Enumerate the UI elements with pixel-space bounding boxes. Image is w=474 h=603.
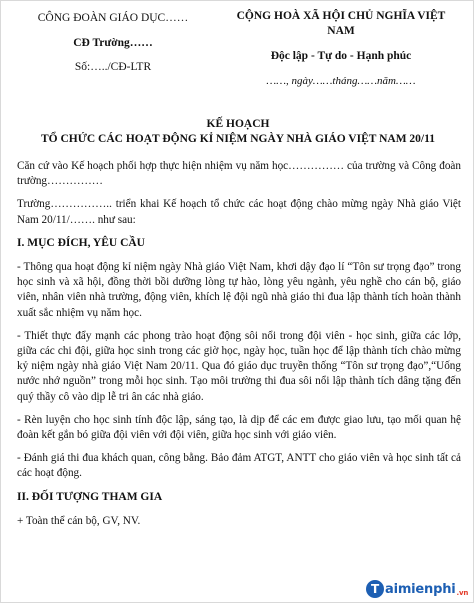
issuer-school: CĐ Trường……	[73, 37, 153, 49]
national-motto: Độc lập - Tự do - Hạnh phúc	[270, 50, 412, 62]
issuer-organization: CÔNG ĐOÀN GIÁO DỤC……	[37, 12, 189, 24]
watermark-brand: aimienphi	[385, 581, 456, 597]
paragraph-intro: Trường…………….. triển khai Kế hoạch tổ chức các hoạt động chào mừng ngày Nhà giáo Việt Nam 20/11/……. như sau:	[17, 198, 461, 226]
document-body	[17, 159, 461, 537]
title-line-2: TỔ CHỨC CÁC HOẠT ĐỘNG KỈ NIỆM NGÀY NHÀ GIÁO VIỆT NAM 20/11	[40, 133, 435, 145]
purpose-item-2: - Thiết thực đẩy mạnh các phong trào hoạt động sôi nổi trong đội viên - học sinh, giữa các lớp, giữa các chi đội, giữa học sinh trong các giờ học, ngày học, tuần học để lập thành tích chào mừng kỷ niệm ngày nhà giáo Việt Nam 20/11. Qua đó giáo dục truyền thống “Tôn sư trọng đạo”,“Uống nước nhớ nguồn” trong mỗi học sinh. Tạo môi trường thi đua sôi nổi lập thành tích dâng tặng đến quý thầy cô vào dịp lễ tri ân các nhà giáo.	[17, 329, 461, 403]
watermark-suffix: .vn	[456, 589, 469, 597]
document-title	[1, 117, 474, 147]
title-line-1: KẾ HOẠCH	[206, 118, 270, 130]
section-heading-purpose: I. MỤC ĐÍCH, YÊU CẦU	[17, 236, 145, 249]
document-number: Số:…../CĐ-LTR	[74, 61, 152, 73]
issuer-block	[13, 11, 213, 74]
participants-item-1: + Toàn thể cán bộ, GV, NV.	[17, 514, 141, 527]
watermark-logo-icon: T	[366, 580, 384, 598]
document-header	[1, 1, 474, 113]
paragraph-basis: Căn cứ vào Kế hoạch phối hợp thực hiện nhiệm vụ năm học…………… của trường và Công đoàn trường……………	[17, 160, 461, 188]
document-date: ……, ngày……tháng……năm……	[266, 75, 416, 87]
country-name: CỘNG HOÀ XÃ HỘI CHỦ NGHĨA VIỆT NAM	[236, 10, 446, 37]
section-heading-participants: II. ĐỐI TƯỢNG THAM GIA	[17, 490, 163, 503]
purpose-item-1: - Thông qua hoạt động kỉ niệm ngày Nhà giáo Việt Nam, khơi dậy đạo lí “Tôn sư trọng đạo” trong học sinh và xã hội, đồng thời bồi dưỡng lòng tự hào, lòng yêu ngành, yêu nghề cho cán bộ, giáo viên, nhân viên nhà trường, động viên, khích lệ đội ngũ nhà giáo thi đua lập thành tích hoàn thành xuất sắc nhiệm vụ năm học.	[17, 261, 461, 319]
site-watermark-logo	[366, 578, 468, 600]
purpose-item-3: - Rèn luyện cho học sinh tính độc lập, sáng tạo, là dịp để các em được giao lưu, tạo mối quan hệ đoàn kết gắn bó giữa đội viên với đội viên, giữa học sinh với giáo viên.	[17, 413, 461, 442]
purpose-item-4: - Đánh giá thi đua khách quan, công bằng. Bảo đảm ATGT, ANTT cho giáo viên và học sinh tất cả các hoạt động.	[17, 452, 461, 480]
national-motto-block	[223, 9, 459, 89]
